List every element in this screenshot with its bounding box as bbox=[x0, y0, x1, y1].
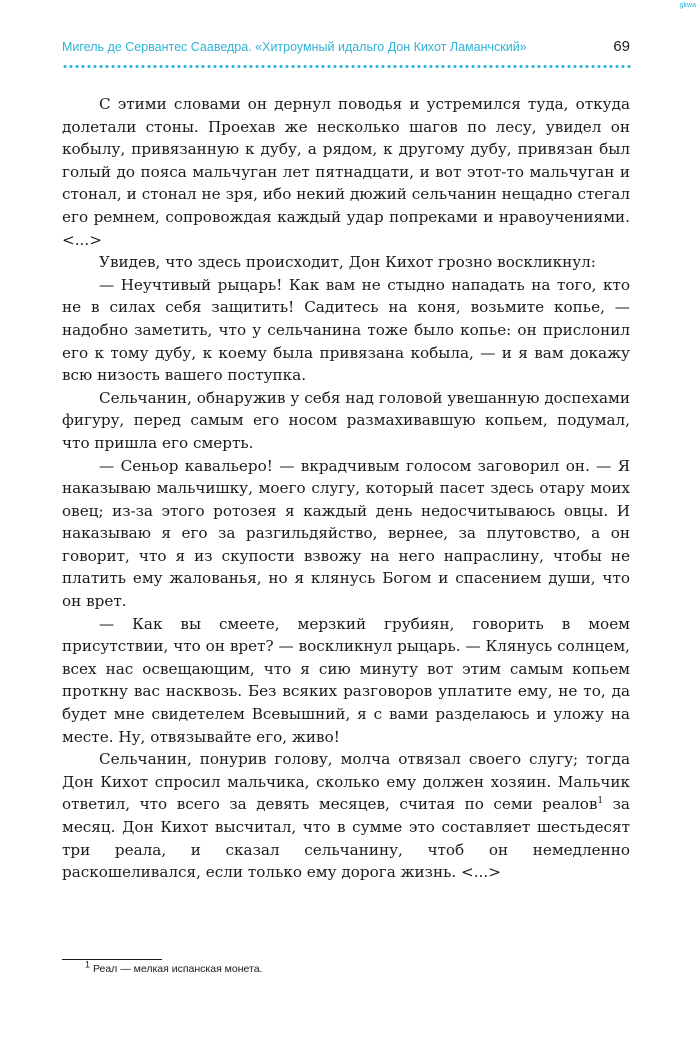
corner-mark: gkwa bbox=[679, 2, 696, 9]
main-text bbox=[62, 93, 630, 884]
running-title: Мигель де Сервантес Сааведра. «Хитроумный идальго Дон Кихот Ламанчский» bbox=[62, 40, 527, 54]
paragraph-4: Сельчанин, обнаружив у себя над головой увешанную доспехами фигуру, перед самым его носом размахивавшую копьем, подумал, что пришла его смерть. bbox=[62, 388, 630, 452]
footnote-reference: 1 bbox=[597, 796, 604, 807]
paragraph-3: — Неучтивый рыцарь! Как вам не стыдно нападать на того, кто не в силах себя защитить! Садитесь на коня, возьмите копье, — надобно заметить, что у сельчанина тоже было копье: он прислонил его к тому дубу, к коему была привязана кобыла, — и я вам докажу всю низость вашего поступка. bbox=[62, 275, 630, 385]
paragraph-7 bbox=[62, 748, 630, 884]
paragraph-5: — Сеньор кавальеро! — вкрадчивым голосом заговорил он. — Я наказываю мальчишку, моего слугу, который пасет здесь отару моих овец; из-за этого ротозея я каждый день недосчитываюсь овцы. И наказываю я его за разгильдяйство, вернее, за плутовство, а он говорит, что я из скупости взвожу на него напраслину, чтобы не платить ему жалованья, но я клянусь Богом и спасением души, что он врет. bbox=[62, 456, 630, 611]
header-ornament-divider bbox=[62, 63, 632, 70]
page-number: 69 bbox=[613, 38, 630, 55]
footnote-text: Реал — мелкая испанская монета. bbox=[92, 963, 263, 975]
paragraph-2: Увидев, что здесь происходит, Дон Кихот грозно воскликнул: bbox=[99, 253, 596, 272]
paragraph-1: С этими словами он дернул поводья и устремился туда, откуда долетали стоны. Проехав же несколько шагов по лесу, увидел он кобылу, привязанную к дубу, а рядом, к другому дубу, привязан был голый до пояса мальчуган лет пятнадцати, и вот этот-то мальчуган и стонал, и стонал не зря, ибо некий дюжий сельчанин нещадно стегал его ремнем, сопровождая каждый удар попреками и нравоучениями. <...> bbox=[62, 95, 630, 249]
running-head bbox=[62, 40, 630, 54]
paragraph-7-part-1: Сельчанин, понурив голову, молча отвязал своего слугу; тогда Дон Кихот спросил мальчика, сколько ему должен хозяин. Мальчик ответил, что всего за девять месяцев, считая по семи реалов bbox=[62, 750, 630, 814]
paragraph-6: — Как вы смеете, мерзкий грубиян, говорить в моем присутствии, что он врет? — воскликнул рыцарь. — Клянусь солнцем, всех нас освещающим, что я сию минуту вот этим самым копьем проткну вас насквозь. Без всяких разговоров уплатите ему, не то, да будет мне свидетелем Всевышний, я с вами разделаюсь и уложу на месте. Ну, отвязывайте его, живо! bbox=[62, 614, 630, 746]
paragraph-7-part-2: за месяц. Дон Кихот высчитал, что в сумме это составляет шестьдесят три реала, и сказал сельчанину, чтоб он немедленно раскошеливался, если только ему дорога жизнь. <...> bbox=[62, 795, 630, 882]
footnote-rule bbox=[62, 959, 162, 960]
footnote bbox=[85, 959, 263, 975]
footnote-marker: 1 bbox=[85, 959, 91, 970]
